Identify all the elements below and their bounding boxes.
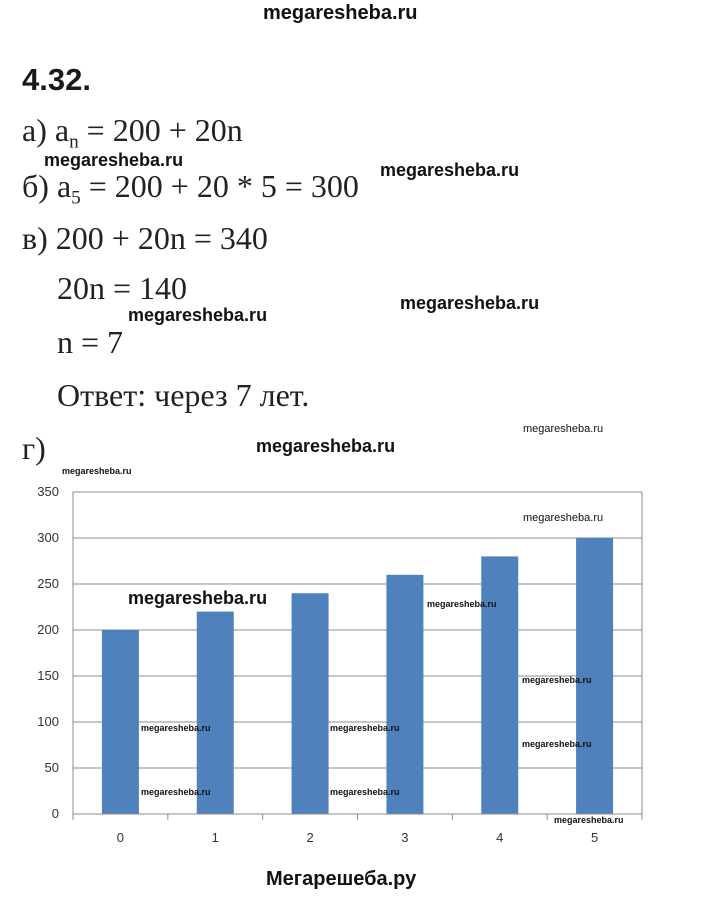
part-c-answer: Ответ: через 7 лет.	[57, 377, 310, 413]
bar	[197, 612, 234, 814]
part-b	[22, 168, 359, 209]
watermark: megaresheba.ru	[256, 436, 396, 456]
part-c-step: 20n = 140	[57, 270, 188, 306]
x-tick-label: 3	[401, 830, 409, 845]
y-tick-label: 100	[37, 714, 59, 729]
y-tick-label: 0	[51, 806, 59, 821]
part-d-label: г)	[22, 430, 46, 466]
part-b-formula: = 200 + 20 * 5 = 300	[80, 168, 359, 204]
watermark: megaresheba.ru	[523, 423, 604, 435]
watermark: megaresheba.ru	[141, 787, 211, 797]
x-tick-label: 5	[590, 830, 599, 845]
watermark: megaresheba.ru	[554, 815, 624, 825]
watermark: megaresheba.ru	[523, 512, 604, 524]
x-tick-label: 4	[496, 830, 504, 845]
watermark: megaresheba.ru	[380, 160, 520, 180]
part-b-subscript: 5	[71, 187, 81, 209]
header-watermark: megaresheba.ru	[263, 2, 418, 24]
y-tick-label: 350	[37, 484, 59, 499]
watermark: megaresheba.ru	[330, 723, 400, 733]
watermark: megaresheba.ru	[128, 305, 268, 325]
x-tick-label: 2	[306, 830, 314, 845]
watermark: megaresheba.ru	[141, 723, 211, 733]
watermark: megaresheba.ru	[522, 675, 592, 685]
part-a-formula: = 200 + 20n	[78, 112, 243, 148]
y-tick-label: 50	[44, 760, 59, 775]
x-tick-label: 1	[211, 830, 219, 845]
y-tick-label: 300	[37, 530, 59, 545]
watermark: megaresheba.ru	[62, 466, 132, 476]
watermark: megaresheba.ru	[427, 599, 497, 609]
x-tick-label: 0	[116, 830, 125, 845]
part-c-result: n = 7	[57, 324, 124, 360]
bar	[481, 556, 518, 814]
y-tick-label: 150	[37, 668, 59, 683]
watermark: megaresheba.ru	[44, 150, 184, 170]
problem-number: 4.32.	[22, 62, 91, 97]
bar	[102, 630, 139, 814]
y-tick-label: 250	[37, 576, 59, 591]
watermark: megaresheba.ru	[330, 787, 400, 797]
watermark: megaresheba.ru	[522, 739, 592, 749]
footer-watermark: Мегарешеба.ру	[266, 868, 417, 890]
bar	[386, 575, 423, 814]
y-tick-label: 200	[37, 622, 59, 637]
part-a-label: а) a	[22, 112, 70, 148]
bar	[292, 593, 329, 814]
part-b-label: б) a	[22, 168, 72, 204]
part-c-equation: в) 200 + 20n = 340	[22, 220, 268, 256]
watermark: megaresheba.ru	[400, 293, 540, 313]
watermark: megaresheba.ru	[128, 588, 268, 608]
part-a-subscript: n	[69, 131, 79, 153]
part-a	[22, 112, 243, 153]
